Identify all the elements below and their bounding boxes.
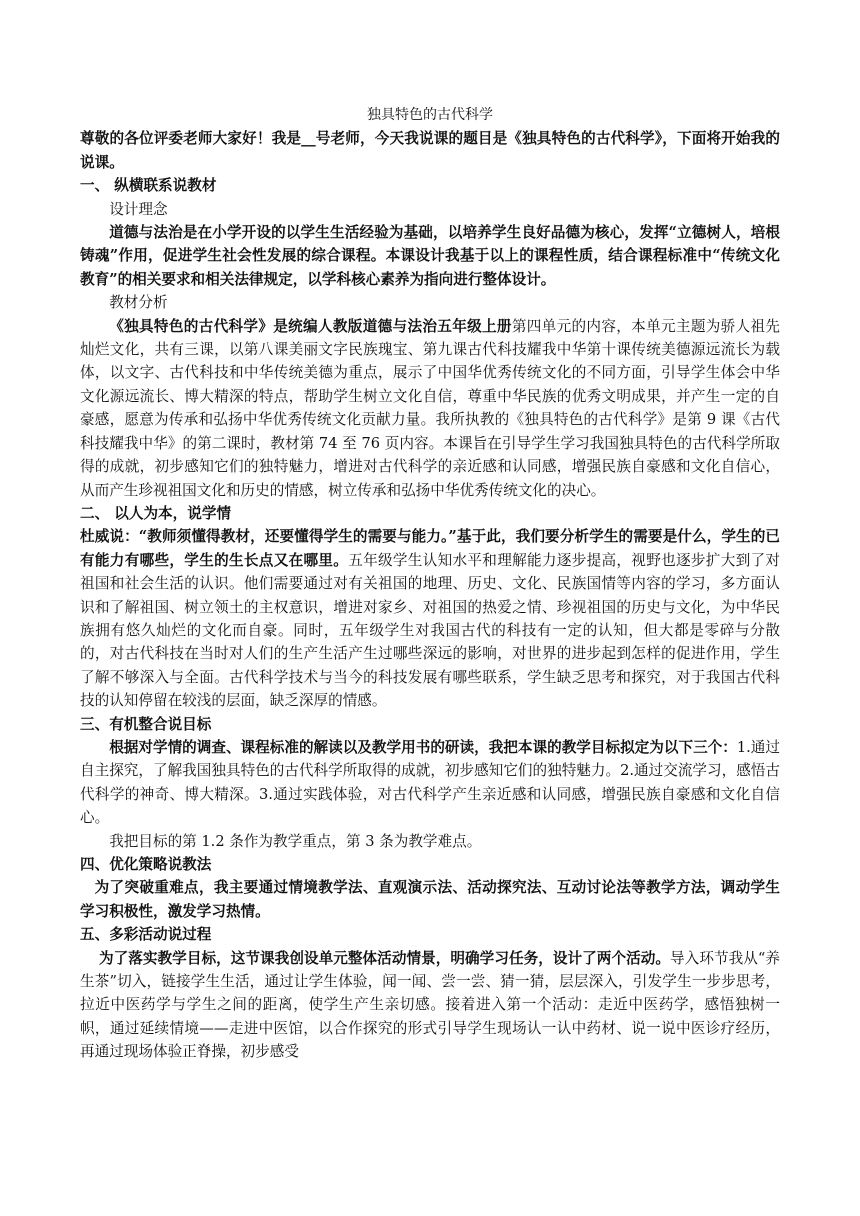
methods-paragraph: 为了突破重难点，我主要通过情境教学法、直观演示法、活动探究法、互动讨论法等教学方法，调动学生学习积极性，激发学习热情。: [80, 879, 780, 920]
textbook-analysis-paragraph: [80, 315, 780, 502]
objectives-text: 1.通过自主探究，了解我国独具特色的古代科学所取得的成就，初步感知它们的独特魅力。2.通过交流学习，感悟古代科学的神奇、博大精深。3.通过实践体验，对古代科学产生亲近感和认同感，增强民族自豪感和文化自信心。: [80, 738, 780, 827]
process-bold: 为了落实教学目标，这节课我创设单元整体活动情景，明确学习任务，设计了两个活动。: [98, 949, 671, 967]
section-3-heading: 三、有机整合说目标: [80, 715, 212, 733]
document-title: 独具特色的古代科学: [367, 107, 493, 123]
section-2-heading: 二、 以人为本，说学情: [80, 504, 232, 522]
section-1-heading: 一、 纵横联系说教材: [80, 177, 217, 195]
learner-analysis-paragraph: [80, 525, 780, 712]
process-paragraph: [80, 947, 780, 1064]
design-concept-subheading: 设计理念: [109, 200, 168, 218]
document-page: [80, 104, 780, 1064]
key-points-paragraph: 我把目标的第 1.2 条作为教学重点，第 3 条为教学难点。: [109, 832, 482, 850]
learner-analysis-bold: 杜威说：“教师须懂得教材，还要懂得学生的需要与能力。”基于此，我们要分析学生的需要是什么，学生的已有能力有哪些，学生的生长点又在哪里。: [80, 528, 780, 569]
process-text: 导入环节我从“养生茶”切入，链接学生生活，通过让学生体验，闻一闻、尝一尝、猜一猜，层层深入，引发学生一步步思考，拉近中医药学与学生之间的距离，使学生产生亲切感。接着进入第一个活动：走近中医药学，感悟独树一帜，通过延续情境——走进中医馆，以合作探究的形式引导学生现场认一认中药材、说一说中医诊疗经历，再通过现场体验正脊操，初步感受: [80, 949, 780, 1061]
intro-paragraph: 尊敬的各位评委老师大家好！我是__号老师，今天我说课的题目是《独具特色的古代科学》，下面将开始我的说课。: [80, 130, 780, 171]
textbook-analysis-subheading: 教材分析: [109, 294, 168, 312]
objectives-bold: 根据对学情的调查、课程标准的解读以及教学用书的研读，我把本课的教学目标拟定为以下三个：: [109, 738, 737, 756]
design-concept-paragraph: 道德与法治是在小学开设的以学生生活经验为基础，以培养学生良好品德为核心，发挥“立德树人，培根铸魂”作用，促进学生社会性发展的综合课程。本课设计我基于以上的课程性质，结合课程标准中“传统文化教育”的相关要求和相关法律规定，以学科核心素养为指向进行整体设计。: [80, 224, 780, 288]
objectives-paragraph: [80, 736, 780, 830]
learner-analysis-text: 五年级学生认知水平和理解能力逐步提高，视野也逐步扩大到了对祖国和社会生活的认识。他们需要通过对有关祖国的地理、历史、文化、民族国情等内容的学习，多方面认识和了解祖国、树立领土的主权意识，增进对家乡、对祖国的热爱之情、珍视祖国的历史与文化，为中华民族拥有悠久灿烂的文化而自豪。同时，五年级学生对我国古代的科技有一定的认知，但大都是零碎与分散的，对古代科技在当时对人们的生产生活产生过哪些深远的影响，对世界的进步起到怎样的促进作用，学生了解不够深入与全面。古代科学技术与当今的科技发展有哪些联系，学生缺乏思考和探究，对于我国古代科技的认知停留在较浅的层面，缺乏深厚的情感。: [80, 551, 780, 710]
section-4-heading: 四、优化策略说教法: [80, 856, 212, 873]
textbook-analysis-bold: 《独具特色的古代科学》是统编人教版道德与法治五年级上册: [109, 317, 512, 335]
textbook-analysis-text: 第四单元的内容，本单元主题为骄人祖先灿烂文化，共有三课，以第八课美丽文字民族瑰宝、第九课古代科技耀我中华第十课传统美德源远流长为载体，以文字、古代科技和中华传统美德为重点，展示了中国华优秀传统文化的不同方面，引导学生体会中华文化源远流长、博大精深的特点，帮助学生树立文化自信，尊重中华民族的优秀文明成果，并产生一定的自豪感，愿意为传承和弘扬中华优秀传统文化贡献力量。我所执教的《独具特色的古代科学》是第 9 课《古代科技耀我中华》的第二课时，教材第 74 至 76 页内容。本课旨在引导学生学习我国独具特色的古代科学所取得的成就，初步感知它们的独特魅力，增进对古代科学的亲近感和认同感，增强民族自豪感和文化自信心，从而产生珍视祖国文化和历史的情感，树立传承和弘扬中华优秀传统文化的决心。: [80, 317, 780, 499]
section-5-heading: 五、多彩活动说过程: [80, 926, 212, 944]
